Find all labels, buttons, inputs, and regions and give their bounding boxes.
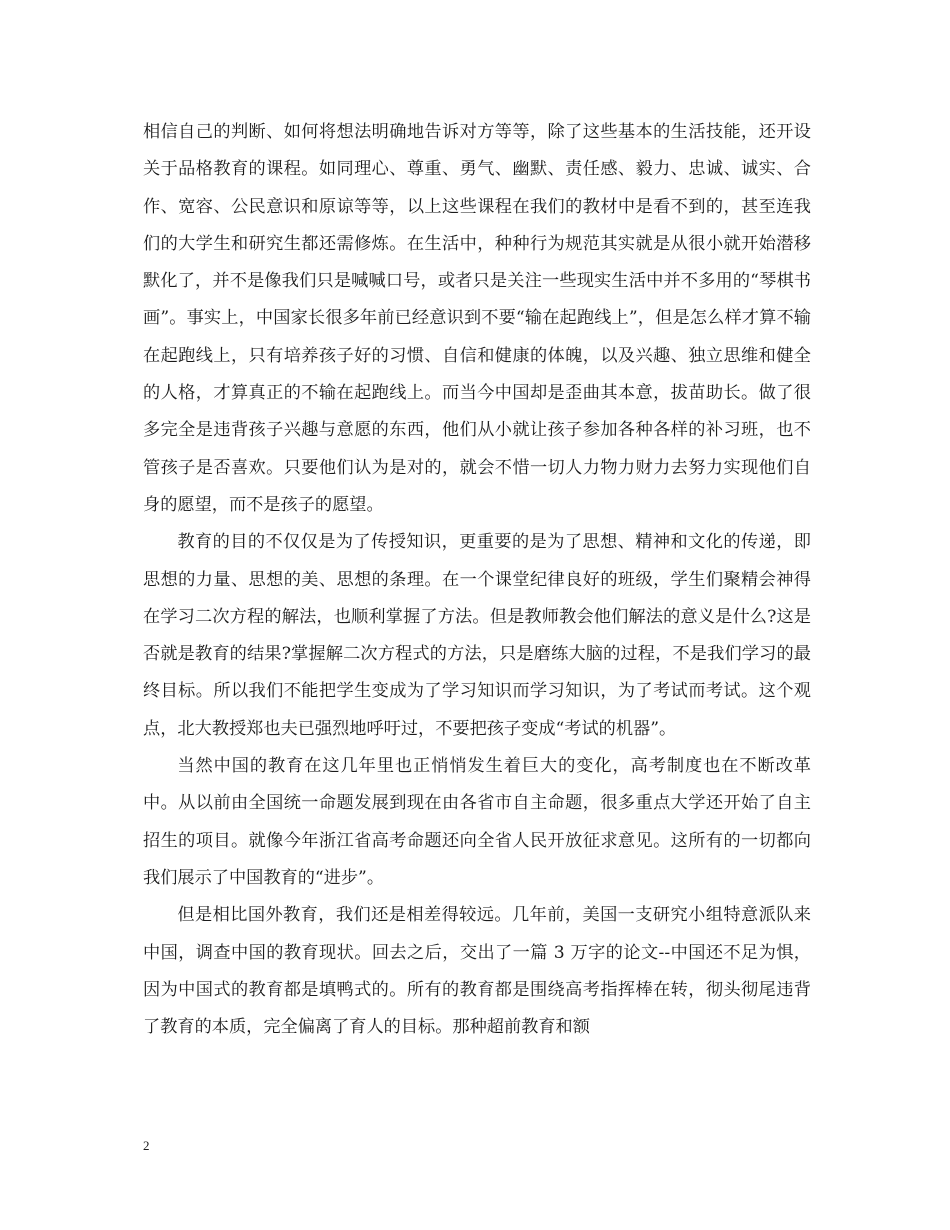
paragraph-continuation: 相信自己的判断、如何将想法明确地告诉对方等等，除了这些基本的生活技能，还开设关于品格教育的课程。如同理心、尊重、勇气、幽默、责任感、毅力、忠诚、诚实、合作、宽容、公民意识和原谅等等，以上这些课程在我们的教材中是看不到的，甚至连我们的大学生和研究生都还需修炼。在生活中，种种行为规范其实就是从很小就开始潜移默化了，并不是像我们只是喊喊口号，或者只是关注一些现实生活中并不多用的“琴棋书画”。事实上，中国家长很多年前已经意识到不要“输在起跑线上”，但是怎么样才算不输在起跑线上，只有培养孩子好的习惯、自信和健康的体魄，以及兴趣、独立思维和健全的人格，才算真正的不输在起跑线上。而当今中国却是歪曲其本意，拔苗助长。做了很多完全是违背孩子兴趣与意愿的东西，他们从小就让孩子参加各种各样的补习班，也不管孩子是否喜欢。只要他们认为是对的，就会不惜一切人力物力财力去努力实现他们自身的愿望，而不是孩子的愿望。 bbox=[143, 122, 811, 515]
page-number: 2 bbox=[143, 1138, 150, 1153]
paragraph-foreign-comparison: 但是相比国外教育，我们还是相差得较远。几年前，美国一支研究小组特意派队来中国，调查中国的教育现状。回去之后，交出了一篇 3 万字的论文--中国还不足为惧，因为中国式的教育都是填鸭式的。所有的教育都是围绕高考指挥棒在转，彻头彻尾违背了教育的本质，完全偏离了育人的目标。那种超前教育和额 bbox=[143, 905, 811, 1038]
document-body bbox=[143, 114, 811, 1046]
paragraph-education-purpose: 教育的目的不仅仅是为了传授知识，更重要的是为了思想、精神和文化的传递，即思想的力量、思想的美、思想的条理。在一个课堂纪律良好的班级，学生们聚精会神得在学习二次方程的解法，也顺利掌握了方法。但是教师教会他们解法的意义是什么?这是否就是教育的结果?掌握解二次方程式的方法，只是磨练大脑的过程，不是我们学习的最终目标。所以我们不能把学生变成为了学习知识而学习知识，为了考试而考试。这个观点，北大教授郑也夫已强烈地呼吁过，不要把孩子变成“考试的机器”。 bbox=[143, 532, 811, 739]
paragraph-education-reform: 当然中国的教育在这几年里也正悄悄发生着巨大的变化，高考制度也在不断改革中。从以前由全国统一命题发展到现在由各省市自主命题，很多重点大学还开始了自主招生的项目。就像今年浙江省高考命题还向全省人民开放征求意见。这所有的一切都向我们展示了中国教育的“进步”。 bbox=[143, 756, 811, 888]
